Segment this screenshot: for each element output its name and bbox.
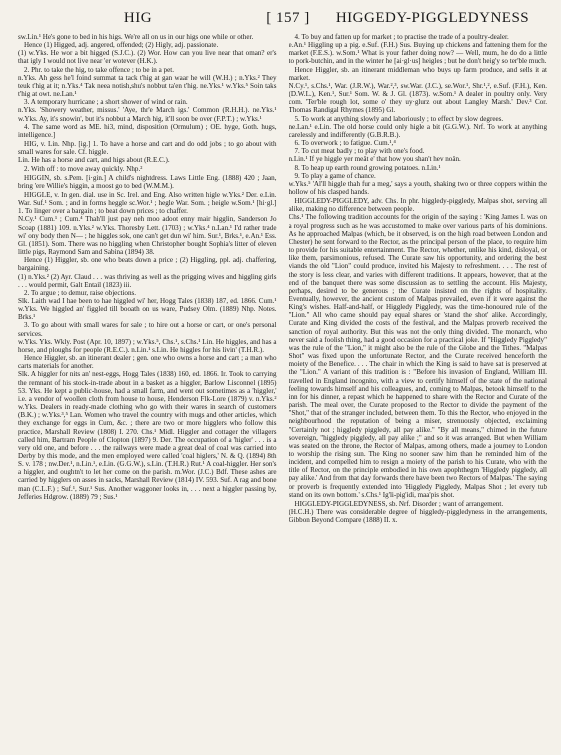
entry-citations: n.Yks. Ah gess he'l foind summat ta tack t'hig at gan waar he will (W.H.) ; n.Yks.² They teuk t'hig at it; n.Yks.⁴ Tak neea notish,shu's nobbut ta'en t'hig. ne.Yks.¹ w.Yks.⁵ Soin taks t'hig at owt. ne.Lan.¹	[18, 73, 277, 99]
entry-sense: 2. To argue ; to demur, raise objections.	[24, 288, 137, 297]
entry-headword-paragraph: HIGGIN, sb. s.Pem. [i·gin.] A child's nightdress. Laws Little Eng. (1888) 420 ; Jaan, bring 'ere Willie's higgin, a moost go to bed (W.M.M.).	[18, 173, 277, 190]
entry-sense: 3. To go about with small wares for sale ; to hire out a horse or cart, or one's personal services.	[18, 321, 277, 338]
entry-citations: N.Cy.¹, s.Chs.¹, War. (J.R.W.), War.²,³, sw.War. (J.C.), se.Wor.¹, Shr.¹,², e.Suf. (F.H.), Ken. (D.W.L.), Ken.¹, Sur.¹ Som. W. & J. Gl. (1873). w.Som.¹ A dealer in poultry only. Very com. 'Ter'ble rough lot, some o' they uy·glurz out about Langley Marsh.' Dev.³ Cor. Thomas Randigal Rhymes (1895) Gl.	[288, 81, 547, 115]
left-column	[18, 33, 277, 748]
entry-citations: Slk. Laith wad I hae been to hae higgled wi' her, Hogg Tales (1838) 187, ed. 1866. Cum.¹ w.Yks. We higgled an' figgled till booath on us ware, Pudsey Olm. (1889) Nhp. Notes. Brks.¹	[18, 297, 277, 322]
entry-citations: Chs.¹ The following tradition accounts for the origin of the saying : 'King James I. was on a royal progress such as he was accustomed to make over various parts of his dominions. As he approached Malpas (which, be it observed, is on the high road between London and Chester) he sent forward to the Rector, as the principal person of the place, to require him to provide for his suitable entertainment. The Rector, whether, unlike his kind, disloyal, or like them, parsimonious, refused. The Curate saw his opportunity, and ordering the best viands the old "Lion" could produce, invited his Majesty to refreshment. . . . The rest of the story is less clear, and varies with different traditions. It appears, however, that at the end of the banquet there was some discussion as to settling the account. His Majesty, perhaps, desired to be generous ; the Curate insisted on the rights of hospitality. Eventually, however, the ancient custom of Malpas prevailed, even if it were against the King's wishes. Half-and-half, or Higgledy Piggledy, was the time-honoured rule of the "Lion." All who came should pay equal shares or 'stand the shot' alike. Accordingly, Curate and King divided the costs of the festival, and the Malpas proverb received the sanction of royal authority. But this was not the only thing divided. The monarch, who never said a foolish thing, had a good occasion for a practical joke. If "Higgledy Piggledy" was the rule of the "Lion," it might also be the rule of the Globe and the Tithes. "Malpas Shot" was fixed upon the unfortunate Rector, and the Curate received henceforth the moiety of the Benefice. . . . The chair in which the King is said to have sat is preserved at the "Lion." A variant of this tradition is : "Before his invasion of England, William III. travelled in England incognito, with a view to certify himself of the state of the national feeling towards himself and his colleagues, and, coming to Malpas, betook himself to the inn for his dinner, a repast which he happened to share with the Rector and Curate of the parish. The meal over, the Curate proposed to the Rector to divide the payment of the "Shot," that of the stranger included, between them. To this the Rector, who enjoyed in the neighbourhood the reputation of being a miser, strenuously objected, exclaiming "Certainly not ; higgledy piggledy, all pay alike." "By all means," chimed in the future sovereign, "higgledy piggledy, all pay alike ;" and so it was arranged. But when William was seated on the throne, the Rector of Malpas, among others, made a journey to London to worship the rising sun. The King no sooner saw him than he reminded him of the incident, and compelled him to resign a moiety of the parish to his Curate, who with the title of Rector, on the principle embodied in his own apophthegm 'Higgledy piggledy, all pay alike.' And from that day forwards there have been two Rectors of Malpas.' The saying or proverb is frequently extended into 'Higgledy Piggledy, Malpas Shot ; let every tub stand on its own bottom.' s.Chs.¹ Ig'li-pig'idi, maa'pis shot.	[288, 213, 547, 499]
entry-sense: 4. The same word as ME. hi3, mind, disposition (Ormulum) ; OE. hyge, Goth. hugs, intelligence.]	[18, 122, 277, 139]
entry-sense: Hence (1) Higgler, sb. one who beats down a price ; (2) Higgling, ppl. adj. chaffering, bargaining.	[18, 256, 277, 273]
page-number: [ 157 ]	[266, 10, 310, 26]
right-column	[289, 33, 548, 748]
entry-citations: N.Cy.¹ Cum.¹ ; Cum.⁴ Thah'll just pay neh moo adoot enny mair higglin, Sanderson Jo Scoap (1881) 109. n.Yks.² w.Yks. Thoresby Lett. (1703) ; w.Yks.⁴ n.Lan.¹ I'd rather trade wi' ony body then N— ; he higgles sok, one can't get dun wi' him. Sur.¹, Brks.¹, e.An.¹ Ess. Gl. (1851). Som. There was no higgling when Christopher bought Sophia's litter of eleven little pigs, Raymond Sam and Sabina (1894) 38.	[18, 215, 277, 257]
header-left: HIG	[123, 10, 153, 26]
entry-headword-paragraph: HIGGLE, v. In gen. dial. use in Sc. Irel. and Eng. Also written higle w.Yks.² Der. e.Lin. War. Suf.¹ Som. ; and in forms heggle sc.Wor.¹ ; hegle War. Som. ; heigle w.Som.¹ [hi·gl.] 1. To linger over a bargain ; to beat down prices ; to chaffer.	[18, 190, 277, 216]
entry-sense: 8. To heap up earth round growing potatoes. n.Lin.¹	[294, 163, 441, 172]
entry-citations: n.Lin.¹ If ye higgle yer meät e' that how you shan't hev noän.	[288, 155, 461, 164]
entry-headword-paragraph: HIG, v. Lin. Nhp. [ig.] 1. To have a horse and cart and do odd jobs ; to go about with small wares for sale. Cf. higgle.	[18, 140, 277, 157]
entry-citations: e.An.¹ Higgling up a pig. e.Suf. (F.H.) Sus. Buying up chickens and fattening them for the market (F.E.S.). w.Som.¹ What is your father doing now? — Well, mum, he do do a little to pork-butchin, and in the winter he [ai·gl·us] heigles ; but he don't heig'y so ter'ble much.	[288, 41, 547, 66]
entry-sense: 4. To buy and fatten up for market ; to practise the trade of a poultry-dealer.	[294, 33, 509, 41]
entry-sense: 2. With off : to move away quickly. Nhp.²	[24, 164, 143, 173]
entry-headword-paragraph: HIGGLEDY-PIGGLEDY, adv. Chs. In phr. higgledy-piggledy, Malpas shot, serving all alike, making no difference between people.	[288, 197, 547, 214]
running-header	[18, 10, 547, 27]
entry-sense: 7. To cut meat badly ; to play with one's food.	[294, 147, 425, 156]
entry-citations: Slk. A higgler for nits an' nest-eggs, Hogg Tales (1838) 160, ed. 1866. Ir. Took to carrying the remnant of his stock-in-trade about in a basket as a higgler, Barlow Lisconnel (1895) 53. Yks. He kept a public-house, had a small farm, and went out sometimes as a 'higgler,' i.e. a vendor of woollen cloth from house to house, Henderson Flk-Lore (1879) v. n.Yks.² w.Yks. Dealers in ready-made clothing who go with their wares in search of customers (B.K.) ; w.Yks.³,⁵ Lan. Women who travel the country with mugs and other articles, which they exchange for eggs in Cum, &c. ; there are two or more higglers who follow this practice, Marshall Review (1808) I. 270. Chs.¹ Midl. Higgler and cottager the villagers called him, Bartram People of Clopton (1897) 9. Der. The occupation of a 'higler' . . . is a very old one, and before . . . the railways were made a great deal of coal was carried into Derby by this mode, and the men employed were called 'coal higlers,' N. & Q. (1894) 8th S. v. 178 ; nw.Der.¹, n.Lin.¹, e.Lin. (G.G.W.), s.Lin. (T.H.R.) Rut.¹ A coal-higgler. Her son's a higgler, and oughtn't to let her come on the parish. m.Wor. (J.C.) Bdf. These ashes are carried by higglers on asses in sacks, Marshall Review (1814) IV. 593. Suf. A rag and bone man (C.L.F.) ; Suf.¹, Sur.¹ Sus. Another waggoner looks in, . . . next a higgler passing by, Jefferies Hdgrow. (1889) 79 ; Sus.¹	[18, 370, 277, 501]
entry-citations: w.Yks.⁵ 'Al'll higgle thah fur a meg,' says a youth, shaking two or three coppers within the hollow of his clasped hands.	[288, 179, 547, 196]
entry-headword-paragraph: HIGGLEDY-PIGGLEDYNESS, sb. Nrf. Disorder ; want of arrangement.	[294, 499, 504, 508]
entry-citations: w.Yks. Yks. Wkly. Post (Apr. 10, 1897) ; w.Yks.⁵, Chs.¹, s.Chs.¹ Lin. He higgles, and has a horse, and ploughs for people (R.E.C.). n.Lin.¹ s.Lin. He higgles for his livin' (T.H.R.).	[18, 337, 277, 354]
entry-citations: n.Yks. 'Showery weather, missus.' 'Aye, thr'e March igs.' Common (R.H.H.). ne.Yks.¹ w.Yks. Ay, it's snowin', but it's nobbut a March hig, it'll soon be over (F.P.T.) ; w.Yks.¹	[18, 106, 277, 123]
entry-sense: 2. Phr. to take the hig, to take offence ; to be in a pet.	[24, 65, 174, 74]
entry-sense: Hence Higgler, sb. an itinerant middleman who buys up farm produce, and sells it at market.	[288, 65, 547, 82]
entry-citations: (1) n.Yks.² (2) Ayr. Claud . . . was thriving as well as the prigging wives and higgling girls . . . would permit, Galt Entail (1823) iii.	[18, 272, 277, 289]
entry-sense: 6. To overwork ; to fatigue. Cum.¹,⁴	[294, 139, 396, 148]
header-right: HIGGEDY-PIGGLEDYNESS	[335, 10, 530, 26]
entry-sense: Hence (1) Higged, adj. angered, offended; (2) Higly, adj. passionate.	[24, 41, 219, 50]
entry-sense: 3. A temporary hurricane ; a short shower of wind or rain.	[24, 98, 188, 107]
entry-citations: Lin. He has a horse and cart, and higs about (R.E.C.).	[18, 156, 170, 165]
entry-citations: (1) w.Yks. He wor a bit higged (S.J.C.). (2) Wor. How can you live near that oman? er's that igly I would not live near 'er wotever (H.K.).	[18, 49, 277, 66]
entry-citations: (H.C.H.) There was considerable degree of higgledy-piggledyness in the arrangements, Gibbon Beyond Compare (1888) II. x.	[288, 508, 547, 525]
entry-citations: sw.Lin.¹ He's gone to bed in his higs. We're all on us in our higs one while or other.	[18, 33, 254, 41]
entry-sense: Hence Higgler, sb. an itinerant dealer ; gen. one who owns a horse and cart ; a man who carts materials for another.	[18, 354, 277, 371]
entry-sense: 5. To work at anything slowly and laboriously ; to effect by slow degrees.	[294, 114, 504, 123]
entry-citations: ne.Lan.¹ e.Lin. The old horse could only higle a bit (G.G.W.). Nrf. To work at anything carelessly and indifferently (G.B.R.B.).	[288, 122, 547, 139]
entry-sense: 9. To play a game of chance.	[294, 171, 376, 180]
text-columns	[18, 33, 547, 748]
